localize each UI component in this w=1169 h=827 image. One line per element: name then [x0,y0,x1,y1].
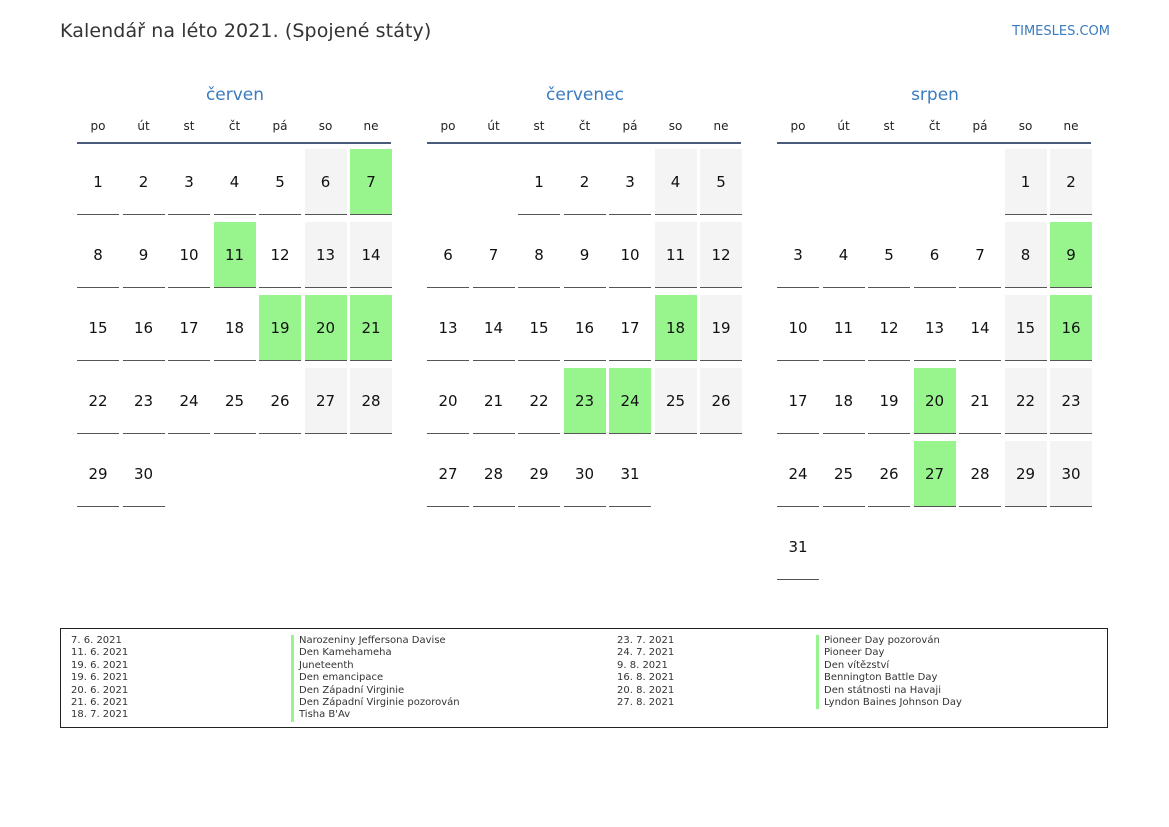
day-cell: 23 [564,368,606,434]
day-cell: 1 [77,149,119,215]
day-cell: 31 [777,514,819,580]
day-cell: 10 [777,295,819,361]
legend-date: 9. 8. 2021 [617,659,668,671]
legend-date: 11. 6. 2021 [71,647,129,659]
weekday-label: st [533,119,545,133]
day-cell: 23 [123,368,165,434]
weekday-header [427,114,743,138]
legend-holiday-name: Den Kamehameha [291,647,460,659]
day-cell: 6 [305,149,347,215]
day-cell: 24 [168,368,210,434]
legend-date: 16. 8. 2021 [617,672,675,684]
day-cell: 3 [777,222,819,288]
legend-holiday-name: Den Západní Virginie pozorován [291,697,460,709]
header-divider [77,142,391,144]
legend-right-dates [617,635,674,709]
legend-holiday-name: Pioneer Day pozorován [816,635,962,647]
weekday-label: po [790,119,806,133]
legend-holiday-name: Den Západní Virginie [291,685,460,697]
month-name: červen [205,85,265,105]
day-cell: 30 [123,441,165,507]
month-name: srpen [911,85,959,105]
day-cell: 19 [259,295,301,361]
weekday-label: čt [928,119,941,133]
day-cell: 15 [1005,295,1047,361]
weekday-label: ne [713,119,729,133]
day-cell: 19 [700,295,742,361]
weekday-label: ne [1063,119,1079,133]
legend-left-dates [71,635,128,722]
day-cell: 14 [473,295,515,361]
day-cell: 28 [959,441,1001,507]
weekday-label: pá [272,119,288,133]
legend-holiday-name: Den emancipace [291,672,460,684]
legend-date: 27. 8. 2021 [617,696,675,708]
day-cell: 25 [655,368,697,434]
day-cell: 15 [77,295,119,361]
day-cell: 11 [214,222,256,288]
header-divider [427,142,741,144]
day-cell: 10 [609,222,651,288]
day-cell: 18 [823,368,865,434]
day-cell: 4 [823,222,865,288]
day-cell: 8 [518,222,560,288]
day-cell: 13 [427,295,469,361]
weekday-label: so [1018,119,1033,133]
weekday-header [777,114,1093,138]
legend-holiday-name: Pioneer Day [816,647,962,659]
day-cell: 21 [473,368,515,434]
day-cell: 30 [1050,441,1092,507]
day-cell: 2 [564,149,606,215]
day-cell: 28 [350,368,392,434]
day-cell: 7 [350,149,392,215]
weekday-label: po [90,119,106,133]
weekday-label: po [440,119,456,133]
day-cell: 4 [214,149,256,215]
day-cell: 13 [305,222,347,288]
weekday-label: so [318,119,333,133]
day-cell: 22 [77,368,119,434]
legend-date: 24. 7. 2021 [617,647,675,659]
legend-date: 20. 8. 2021 [617,684,675,696]
weekday-label: so [668,119,683,133]
legend-holiday-name: Lyndon Baines Johnson Day [816,697,962,709]
weekday-label: út [487,119,500,133]
day-cell: 8 [1005,222,1047,288]
day-cell: 17 [168,295,210,361]
day-cell: 1 [518,149,560,215]
day-cell: 18 [655,295,697,361]
day-cell: 17 [609,295,651,361]
day-cell: 11 [655,222,697,288]
day-cell: 20 [914,368,956,434]
day-cell: 7 [473,222,515,288]
legend-date: 20. 6. 2021 [71,684,129,696]
day-cell: 20 [427,368,469,434]
day-cell: 9 [564,222,606,288]
day-cell: 22 [518,368,560,434]
legend-date: 19. 6. 2021 [71,659,129,671]
weekday-label: st [883,119,895,133]
day-cell: 21 [350,295,392,361]
month-2 [427,84,743,138]
legend-date: 19. 6. 2021 [71,672,129,684]
day-cell: 25 [214,368,256,434]
day-cell: 24 [609,368,651,434]
day-cell: 22 [1005,368,1047,434]
day-cell: 30 [564,441,606,507]
day-cell: 16 [123,295,165,361]
day-cell: 2 [1050,149,1092,215]
month-name: červenec [546,85,624,105]
legend-holiday-name: Narozeniny Jeffersona Davise [291,635,460,647]
day-cell: 26 [259,368,301,434]
day-cell: 29 [1005,441,1047,507]
day-cell: 6 [914,222,956,288]
day-cell: 24 [777,441,819,507]
legend-date: 7. 6. 2021 [71,635,122,646]
legend-right-names [816,635,962,709]
weekday-label: čt [228,119,241,133]
day-cell: 10 [168,222,210,288]
day-cell: 17 [777,368,819,434]
day-cell: 13 [914,295,956,361]
legend-holiday-name: Tisha B'Av [291,709,460,721]
legend-holiday-name: Den vítězství [816,660,962,672]
day-cell: 6 [427,222,469,288]
day-cell: 3 [168,149,210,215]
month-1 [77,84,393,138]
day-cell: 25 [823,441,865,507]
month-3 [777,84,1093,138]
day-cell: 11 [823,295,865,361]
day-cell: 3 [609,149,651,215]
day-cell: 27 [427,441,469,507]
day-cell: 12 [868,295,910,361]
legend-date: 21. 6. 2021 [71,696,129,708]
legend-holiday-name: Juneteenth [291,660,460,672]
day-cell: 12 [700,222,742,288]
day-cell: 9 [123,222,165,288]
day-cell: 5 [259,149,301,215]
day-cell: 19 [868,368,910,434]
weekday-label: út [137,119,150,133]
day-cell: 15 [518,295,560,361]
legend-left-names [291,635,460,722]
day-cell: 20 [305,295,347,361]
day-cell: 2 [123,149,165,215]
day-cell: 26 [700,368,742,434]
day-cell: 7 [959,222,1001,288]
brand-link[interactable]: TIMESLES.COM [1012,24,1110,39]
legend-date: 18. 7. 2021 [71,709,129,721]
day-cell: 27 [305,368,347,434]
holiday-legend [60,628,1108,728]
day-cell: 26 [868,441,910,507]
legend-holiday-name: Den státnosti na Havaji [816,685,962,697]
day-cell: 5 [700,149,742,215]
day-cell: 14 [350,222,392,288]
weekday-label: ne [363,119,379,133]
day-cell: 9 [1050,222,1092,288]
day-cell: 12 [259,222,301,288]
day-cell: 18 [214,295,256,361]
legend-date: 23. 7. 2021 [617,635,675,646]
weekday-label: čt [578,119,591,133]
day-cell: 29 [77,441,119,507]
day-cell: 31 [609,441,651,507]
day-cell: 29 [518,441,560,507]
day-cell: 21 [959,368,1001,434]
day-cell: 27 [914,441,956,507]
day-cell: 1 [1005,149,1047,215]
day-cell: 16 [564,295,606,361]
header-divider [777,142,1091,144]
day-cell: 16 [1050,295,1092,361]
legend-holiday-name: Bennington Battle Day [816,672,962,684]
day-cell: 8 [77,222,119,288]
day-cell: 28 [473,441,515,507]
weekday-header [77,114,393,138]
weekday-label: st [183,119,195,133]
page-title: Kalendář na léto 2021. (Spojené státy) [60,20,432,42]
day-cell: 4 [655,149,697,215]
weekday-label: pá [622,119,638,133]
weekday-label: pá [972,119,988,133]
day-cell: 14 [959,295,1001,361]
day-cell: 5 [868,222,910,288]
weekday-label: út [837,119,850,133]
day-cell: 23 [1050,368,1092,434]
